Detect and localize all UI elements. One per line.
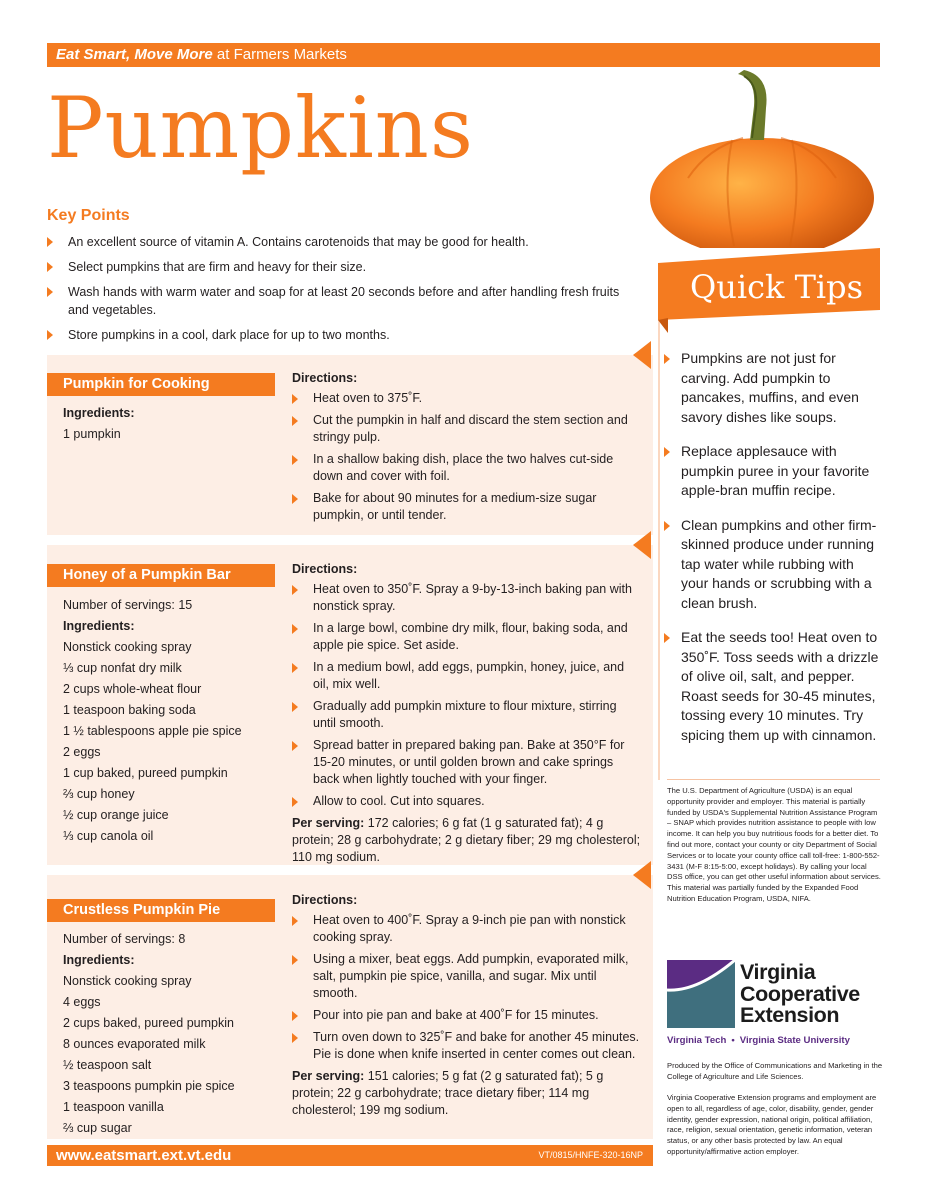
direction-text: Using a mixer, beat eggs. Add pumpkin, evaporated milk, salt, pumpkin pie spice, vanilla, and sugar. Mix until smooth.	[313, 952, 629, 1000]
quick-tips-title: Quick Tips	[690, 268, 864, 306]
per-serving-text: 172 calories; 6 g fat (1 g saturated fat); 4 g protein; 28 g carbohydrate; 2 g dietary fiber; 29 mg cholesterol; 110 mg sodium.	[292, 816, 641, 864]
nutrition-info	[292, 815, 642, 866]
ingredient-item: 1 cup baked, pureed pumpkin	[63, 766, 228, 780]
triangle-bullet-icon	[47, 330, 53, 340]
ingredient-item: Nonstick cooking spray	[63, 640, 192, 654]
vce-line-1: Virginia	[740, 960, 816, 984]
triangle-bullet-icon	[664, 447, 670, 457]
direction-step	[292, 451, 642, 485]
triangle-bullet-icon	[292, 416, 298, 426]
ingredient-item: 8 ounces evaporated milk	[63, 1037, 206, 1051]
direction-step	[292, 698, 642, 732]
key-point-text: Wash hands with warm water and soap for at least 20 seconds before and after handling fresh fruits and vegetables.	[68, 285, 620, 317]
key-points-list	[47, 233, 637, 351]
direction-step	[292, 659, 642, 693]
direction-text: Allow to cool. Cut into squares.	[313, 794, 485, 808]
triangle-bullet-icon	[292, 394, 298, 404]
directions-label: Directions:	[292, 562, 358, 576]
vce-logo-text	[740, 962, 860, 1027]
triangle-bullet-icon	[292, 741, 298, 751]
legal-divider	[667, 779, 880, 780]
quick-tip-item	[664, 516, 884, 614]
direction-text: In a shallow baking dish, place the two halves cut-side down and cover with foil.	[313, 452, 614, 483]
direction-step	[292, 620, 642, 654]
produced-by-statement: Produced by the Office of Communications and Marketing in the College of Agriculture and Life Sciences.	[667, 1061, 883, 1081]
direction-step	[292, 793, 642, 810]
direction-step	[292, 490, 642, 524]
directions-label: Directions:	[292, 371, 358, 385]
servings-text: Number of servings: 15	[63, 598, 193, 612]
triangle-bullet-icon	[47, 287, 53, 297]
quick-tip-text: Pumpkins are not just for carving. Add pumpkin to pancakes, muffins, and even savory dishes like soups.	[681, 350, 859, 425]
nutrition-info	[292, 1068, 642, 1119]
ingredient-item: ½ teaspoon salt	[63, 1058, 152, 1072]
ingredient-item: 1 ½ tablespoons apple pie spice	[63, 724, 242, 738]
page-title: Pumpkins	[47, 79, 475, 177]
direction-text: Heat oven to 375˚F.	[313, 391, 423, 405]
key-point-text: Select pumpkins that are firm and heavy for their size.	[68, 260, 367, 274]
panel-notch-icon	[633, 341, 651, 369]
vce-sub-right: Virginia State University	[739, 1035, 850, 1046]
ingredient-item: 1 teaspoon baking soda	[63, 703, 196, 717]
direction-text: Bake for about 90 minutes for a medium-size sugar pumpkin, or until tender.	[313, 491, 597, 522]
directions-label: Directions:	[292, 893, 358, 907]
direction-step	[292, 912, 642, 946]
ingredient-item: ⅔ cup sugar	[63, 1121, 132, 1135]
recipe-directions-1	[292, 370, 642, 529]
usda-statement: The U.S. Department of Agriculture (USDA) is an equal opportunity provider and employer. This material is partially funded by USDA's Supplemental Nutrition Assistance Program – SNAP which provides nutrition assistance to people with low income. It can help you buy nutritious foods for a better diet. To find out more, contact your county or city Department of Social Services or to locate your county office call toll-free: 1-800-552-3431 (M-F 8:15-5:00, except holidays). By calling your local DSS office, you can get other useful information about services. This material was partially funded by the Expanded Food Nutrition Education Program, USDA, NIFA.	[667, 786, 881, 903]
ingredient-item: 1 teaspoon vanilla	[63, 1100, 164, 1114]
ingredients-label: Ingredients:	[63, 406, 135, 420]
vce-sub-left: Virginia Tech	[667, 1035, 727, 1046]
ingredient-item: Nonstick cooking spray	[63, 974, 192, 988]
key-point-item	[47, 283, 637, 319]
direction-step	[292, 1029, 642, 1063]
key-point-item	[47, 326, 637, 344]
document-code: VT/0815/HNFE-320-16NP	[538, 1150, 643, 1160]
recipe-title-2: Honey of a Pumpkin Bar	[47, 564, 275, 587]
recipe-ingredients-1	[63, 403, 135, 445]
equal-opportunity-statement: Virginia Cooperative Extension programs and employment are open to all, regardless of age, color, disability, gender, gender identity, gender expression, national origin, political affiliation, race, religion, sexual orientation, genetic information, veteran status, or any other basis protected by law. An equal opportunity/affirmative action employer.	[667, 1093, 877, 1156]
direction-text: Spread batter in prepared baking pan. Bake at 350°F for 15-20 minutes, or until golden brown and cake springs back when lightly touched with your finger.	[313, 738, 625, 786]
triangle-bullet-icon	[664, 521, 670, 531]
recipe-title-3: Crustless Pumpkin Pie	[47, 899, 275, 922]
ingredient-item: 2 cups baked, pureed pumpkin	[63, 1016, 234, 1030]
ingredient-item: 2 cups whole-wheat flour	[63, 682, 202, 696]
triangle-bullet-icon	[292, 702, 298, 712]
panel-notch-icon	[633, 531, 651, 559]
recipe-ingredients-3	[63, 929, 235, 1139]
triangle-bullet-icon	[292, 585, 298, 595]
per-serving-label: Per serving:	[292, 816, 365, 830]
triangle-bullet-icon	[292, 955, 298, 965]
direction-text: Turn oven down to 325˚F and bake for another 45 minutes. Pie is done when knife inserted in center comes out clean.	[313, 1030, 640, 1061]
quick-tip-item	[664, 628, 884, 745]
top-banner	[47, 43, 880, 67]
triangle-bullet-icon	[664, 633, 670, 643]
quick-tip-text: Replace applesauce with pumpkin puree in your favorite apple-bran muffin recipe.	[681, 443, 870, 498]
pumpkin-photo-icon	[648, 68, 888, 248]
triangle-bullet-icon	[292, 624, 298, 634]
direction-text: Pour into pie pan and bake at 400˚F for 15 minutes.	[313, 1008, 599, 1022]
recipe-directions-3	[292, 892, 642, 1119]
triangle-bullet-icon	[292, 1033, 298, 1043]
key-point-text: An excellent source of vitamin A. Contains carotenoids that may be good for health.	[68, 235, 529, 249]
ingredient-item: ⅔ cup honey	[63, 787, 135, 801]
ingredients-label: Ingredients:	[63, 953, 135, 967]
recipe-title-1: Pumpkin for Cooking	[47, 373, 275, 396]
website-link[interactable]: www.eatsmart.ext.vt.edu	[56, 1147, 232, 1164]
banner-rest-text: at Farmers Markets	[212, 46, 347, 63]
ingredient-item: 2 eggs	[63, 745, 101, 759]
ingredient-item: 4 eggs	[63, 995, 101, 1009]
vce-subtitle	[667, 1035, 850, 1046]
key-points-title: Key Points	[47, 207, 130, 224]
direction-text: Heat oven to 350˚F. Spray a 9-by-13-inch baking pan with nonstick spray.	[313, 582, 632, 613]
panel-notch-icon	[633, 861, 651, 889]
direction-text: Gradually add pumpkin mixture to flour mixture, stirring until smooth.	[313, 699, 617, 730]
triangle-bullet-icon	[292, 1011, 298, 1021]
direction-text: Cut the pumpkin in half and discard the stem section and stringy pulp.	[313, 413, 628, 444]
direction-text: In a medium bowl, add eggs, pumpkin, honey, juice, and oil, mix well.	[313, 660, 625, 691]
direction-step	[292, 412, 642, 446]
servings-text: Number of servings: 8	[63, 932, 186, 946]
ingredient-item: ⅓ cup canola oil	[63, 829, 154, 843]
triangle-bullet-icon	[664, 354, 670, 364]
triangle-bullet-icon	[292, 797, 298, 807]
direction-step	[292, 737, 642, 788]
key-point-item	[47, 233, 637, 251]
ingredient-item: 1 pumpkin	[63, 427, 121, 441]
direction-step	[292, 390, 642, 407]
direction-step	[292, 1007, 642, 1024]
ingredient-item: ½ cup orange juice	[63, 808, 169, 822]
ingredient-item: ⅓ cup nonfat dry milk	[63, 661, 182, 675]
per-serving-label: Per serving:	[292, 1069, 365, 1083]
vce-line-2: Cooperative	[740, 981, 860, 1006]
direction-step	[292, 581, 642, 615]
triangle-bullet-icon	[47, 262, 53, 272]
vce-line-3: Extension	[740, 1003, 840, 1027]
recipe-ingredients-2	[63, 595, 242, 847]
quick-tip-item	[664, 349, 884, 427]
vce-sub-dot: •	[731, 1035, 735, 1046]
direction-text: In a large bowl, combine dry milk, flour, baking soda, and apple pie spice. Set aside.	[313, 621, 628, 652]
banner-bold-text: Eat Smart, Move More	[56, 46, 213, 63]
key-point-item	[47, 258, 637, 276]
quick-tip-text: Eat the seeds too! Heat oven to 350˚F. Toss seeds with a drizzle of olive oil, salt, and pepper. Roast seeds for 30-45 minutes, tossing every 10 minutes. Try spicing them up with cinnamon.	[681, 629, 879, 743]
ingredients-label: Ingredients:	[63, 619, 135, 633]
key-point-text: Store pumpkins in a cool, dark place for up to two months.	[68, 328, 390, 342]
triangle-bullet-icon	[292, 663, 298, 673]
quick-tips-divider	[658, 318, 660, 780]
per-serving-text: 151 calories; 5 g fat (2 g saturated fat); 5 g protein; 22 g carbohydrate; trace dietary fiber; 114 mg cholesterol; 199 mg sodium.	[292, 1069, 604, 1117]
direction-text: Heat oven to 400˚F. Spray a 9-inch pie pan with nonstick cooking spray.	[313, 913, 626, 944]
direction-step	[292, 951, 642, 1002]
quick-tips-list	[664, 349, 884, 760]
triangle-bullet-icon	[292, 455, 298, 465]
triangle-bullet-icon	[292, 916, 298, 926]
ingredient-item: 3 teaspoons pumpkin pie spice	[63, 1079, 235, 1093]
recipe-directions-2	[292, 561, 642, 866]
quick-tip-text: Clean pumpkins and other firm-skinned produce under running tap water while rubbing with your hands or scrubbing with a clean brush.	[681, 516, 877, 611]
triangle-bullet-icon	[292, 494, 298, 504]
triangle-bullet-icon	[47, 237, 53, 247]
bottom-banner	[47, 1145, 653, 1166]
quick-tip-item	[664, 442, 884, 501]
